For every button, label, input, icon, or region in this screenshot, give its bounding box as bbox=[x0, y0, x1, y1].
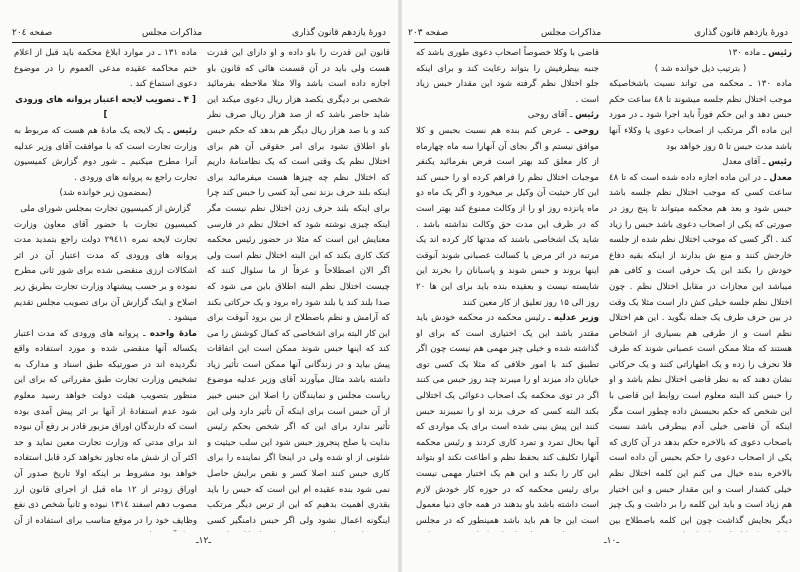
stage-direction bbox=[609, 62, 792, 78]
center-title: مذاکرات مجلس bbox=[141, 28, 203, 38]
paragraph bbox=[609, 171, 792, 532]
page-label: صفحه ۲۰۳ bbox=[408, 28, 449, 38]
speaker-name: معدل bbox=[769, 172, 792, 183]
paragraph-text: ـ ماده ۱۳۰ bbox=[728, 48, 769, 58]
page-header bbox=[408, 26, 788, 40]
speaker-name: رئیس bbox=[768, 48, 792, 58]
page-203 bbox=[402, 0, 800, 572]
paragraph-text: ـ آقای معدل bbox=[722, 157, 769, 168]
header-divider bbox=[12, 42, 390, 43]
paragraph-text: ـ رئیس محکمه در محکمه خودش باید مقتدر باشد این یک اختیاری است که برای او گذاشته شده و خیلی چیز مهمی هم نیست چون اگر تطبیق کند با امور خلافی که مثلا یک کسی توی خیابان داد میزند او را میبرند چند روز حبس می کنند اگر در توی محکمه یک اصحاب دعوائی یک اختلالی بکند البته کسی که حرف بزند او را نمیبرند حبس کنند این پیش بینی شده است برای یک مواردی که آنها بحال تمرد و تمرد کاری کردند و رئیس محکمه آنهارا تکلیف کند بحفظ نظم و اطاعت نکند او بتواند این کار را بکند و این هم یک اختیار مهمی نیست برای رئیس محکمه که در حوزه کار خودش لازم است داشته باشد باو بدهند در همه جای دنیا معمول است این جا هم باید باشد همینطور که در مجلس bbox=[416, 313, 599, 526]
paragraph-text: کمیسیون تجارت با حضور آقای معاون وزارت تجارت لایحه نمره ۲۹٤۱۱ دولت راجع بتمدید مدت پروانه های ورودی که مدت اعتبار آن در اثر اشکالات ارزی منقضی شده برای شور ثانی مطرح نموده و بر حسب پیشنهاد وزارت تجارت بطریق زیر اصلاح و اینک گزارش آن برای تصویب مجلس تقدیم میشود . bbox=[14, 219, 197, 324]
center-title: مذاکرات مجلس bbox=[540, 28, 602, 38]
stage-direction bbox=[14, 202, 197, 218]
paragraph-text: ماده ۱۳۱ ـ در موارد ابلاغ محکمه باید قبل از اعلام ختم محاکمه عقیده مدعی العموم را در موضوع دعوی استماع کند . bbox=[14, 48, 197, 90]
paragraph-text: ـ عرض کنم بنده هم نسبت بحبس و کلا موافق نیستم و اگر بجای آن آنهارا سه ماه چهارماه از کار معلق کند بهتر است فرض بفرمائید یکنفر موجبات اختلال نظم را فراهم کرده او را حبس کند این کار حیثیت آن وکیل بر میخورد و اگر یک ماه دو ماه پانزده روز او را از وکالت ممنوع کند بهتر است که در ظرف این مدت حق وکالت نداشته باشد . شاید یک اشخاصی باشند که مدتها کار کرده اند یک مرتبه در اثر مرض یا کسالت عصبانی شوند آنوقت اینها بروند و حبس شوند و پاسبانان را بخرند این شایسته نیست و بعقیده بنده باید برای این ها ۲۰ روز الی ۱۵ روز تعلیق از کار معین کنند bbox=[416, 125, 599, 308]
text-column-right bbox=[207, 46, 390, 532]
paragraph bbox=[14, 327, 197, 532]
speaker-name: رئیس bbox=[575, 110, 599, 121]
header-divider bbox=[414, 42, 792, 43]
text-columns bbox=[416, 46, 792, 532]
speaker-name: مادهٔ واحده bbox=[149, 328, 197, 339]
paragraph-text: قانون این قدرت را باو داده و او دارای این قدرت هست ولی باید در آن قسمت هائی که قانون باو اجازه داده است باشد والا مثلا ملاحظه بفرمائید شخصی بر دیگری یکصد هزار ریال دعوی میکند این شاید حاضر باشد که از صد هزار ریال صرف نظر کند و با صد هزار ریال دیگر هم بدهد که حکم حبس باو اطلاق نشود برای امر حقوقی آن هم برای اختلال نظم یک وقتی است که یک نظامنامهٔ داریم که اختلال نظم چه چیزها هست میفرمائید برای اینکه بلند حرف بزند نمی آید کسی را حبس کند چرا برای اینکه بلند حرف زدن اختلال نظم نیست مگر اینکه چیزی نوشته شود که اختلال نظم در فارسی معنایش این است که مثلا در حضور رئیس محکمه کتک کاری بکند که این البته اختلال نظم است ولی اگر الان اصطلاحاً و عرفاً از ما سئوال کنند که چیست اختلال نظم البته اطلاق باین می شود که صدا بلند کند یا بلند شود راه برود و یک حرکاتی بکند که آرامش و نظم باصطلاح از بین برود آنوقت برای این کار البته برای اشخاصی که کمال کوشش را می کند که اینها حبس شوند ممکن است این اتفاقات پیش بیاید و در زندگانی آنها ممکن است تأثیر زیاد داشته باشد مثال میآورند آقای وزیر عدلیه موضوع ریاست مجلس و نمایندگان را اصلا این حبس خبیر از آن حبس است برای اینکه آن تأثیر دارد ولی این تأثیر ندارد برای این که اگر شخص بحکم رئیس بدایت یا صلح پنجروز حبس شود این سلب حیثیت و شئونی از او شده ولی در اینجا اگر نماینده را برای کاری حبس کنند اصلا کسر و نقص برایش حاصل نمی شود بنده عقیده ام این است که حبس را باید بقدری اهمیت بدهیم که این از ترس دیگر مرتکب اینگونه اعمال نشود ولی اگر حبس دامنگیر کسی bbox=[207, 48, 390, 526]
page-label: صفحه ۲۰٤ bbox=[12, 28, 53, 38]
speaker-name: رئیس bbox=[173, 125, 197, 136]
paragraph bbox=[207, 46, 390, 532]
page-footer-number: ـ۱۰ـ bbox=[604, 536, 619, 546]
period-title: دورهٔ یازدهم قانون گذاری bbox=[291, 28, 386, 38]
section-heading bbox=[14, 93, 197, 124]
paragraph-text: ـ آقای روحی bbox=[527, 110, 576, 121]
paragraph-text: [ ۴ ـ تصویب لایحه اعتبار پروانه های ورودی ] bbox=[15, 94, 196, 121]
page-footer-number: ـ۱۲ـ bbox=[196, 536, 211, 546]
paragraph-text: ـ در این ماده اجازه داده شده است که تا ٤۸ ساعت کسی که موجب اختلال نظم جلسه باشد حبس شود و بعد هم محکمه میتواند تا پنج روز در صورتی که یکی از اصحاب دعوی باشد حبس را زیاد کند . اگر کسی که موجب اختلال نظم شده از جلسه خارجش کنند و منع ش بدارند از اینکه بقیه دفاع خودش را بکند این یک حرفی است و کافی هم میباشد این مجازات در مقابل اختلال نظم . چون اختلال نظم جلسه خیلی کش دار است مثلا یک وقت در بین حرف طرف یک جمله بگوید . این هم اختلال نظم است و از طرفی هم بسیاری از اشخاص هستند که مثلا ممکن است عصبانی شوند که طرف فلا نحرف را زده و یک اظهاراتی کنند و یک حرکاتی نشان دهند که به نظر قاضی اختلال نظم باشد و او را حبس کند البته معلوم است روابط این قاضی با این شخص که حکم بحبسش داده چطور است مگر اینکه آن قاضی خیلی آدم بیطرفی باشد نسبت باصحاب دعوی که بالاخره حکم بدهد در آن کاری که یکی از اصحاب دعوی را حکم بحبس آن داده است بالاخره بنده خیال می کنم این کلمه اختلال نظم خیلی کشدار است و این مقدار حبس و این اختیار هم زیاد است و باید این کلمه را بر داشت و یک چیز دیگر بجایش گذاشت چون این کلمه باصطلاح بین bbox=[609, 172, 792, 526]
stage-direction bbox=[14, 186, 197, 202]
paragraph bbox=[416, 46, 599, 108]
text-column-left bbox=[14, 46, 197, 532]
paragraph-text: قاضی با وکلا خصوصاً اصحاب دعوی طوری باشد که جنبه بیطرفیش را بتواند رعایت کند و برای اینکه جلو اختلال نظم گرفته شود این مقدار حبس زیاد است . bbox=[416, 48, 599, 105]
paragraph-text: ـ یک لایحه یک مادهٔ هم هست که مربوط به وزارت تجارت است که با موافقت آقای وزیر عدلیه آنرا مطرح میکنیم ـ شور دوم گزارش کمیسیون تجارت راجع به پروانه های ورودی . bbox=[14, 125, 197, 183]
paragraph-text: ماده ۱۳۰ ـ محکمه می تواند نسبت باشخاصیکه موجب اختلال نظم جلسه میشوند تا ٤۸ ساعت حکم حبس دهد و این حکم فوراً باید اجرا شود ـ در مورد این ماده اگر مرتکب از اصحاب دعوی یا وکلاء آنها باشد مدت حبس تا ۵ روز خواهد بود bbox=[609, 79, 792, 152]
paragraph-text: گزارش از کمیسیون تجارت بمجلس شورای ملی bbox=[20, 203, 191, 214]
paragraph bbox=[14, 124, 197, 186]
paragraph-text: (بمضمون زیر خوانده شد) bbox=[59, 188, 152, 199]
paragraph bbox=[416, 311, 599, 532]
speaker-name: رئیس bbox=[768, 157, 792, 168]
page-204 bbox=[0, 0, 398, 572]
paragraph bbox=[609, 46, 792, 62]
paragraph bbox=[609, 77, 792, 155]
paragraph bbox=[14, 46, 197, 93]
text-column-right bbox=[609, 46, 792, 532]
speaker-name: روحی bbox=[573, 125, 599, 136]
paragraph-text: ـ پروانه های ورودی که مدت اعتبار یکساله آنها منقضی شده و مورد استفاده واقع نگردیده اند در صورتیکه طبق اسناد و مدارک به تشخیص وزارت تجارت طبق مقرراتی که برای این منظور بتصویب هیئت دولت خواهد رسید معلوم شود عدم استفادهٔ از آنها بر اثر پیش آمدی بوده است که دارندگان اوراق مزبور قادر بر رفع آن نبوده اند برای مدتی که وزارت تجارت معین نماید و حد اکثر آن از شش ماه تجاوز نخواهد کرد قابل استفاده خواهد بود مشروط بر اینکه اولا تاریخ صدور آن اوراق زودتر از ۱۲ ماه قبل از اجرای قانون ارز مصوب دهم اسفند ۱۳۱٤ نبوده و ثانیاً شخص ذی نفع وظایف خود را در موقع مناسب برای استفاده از آن bbox=[14, 328, 197, 526]
paragraph bbox=[416, 108, 599, 124]
text-column-left bbox=[416, 46, 599, 532]
paragraph bbox=[609, 155, 792, 171]
paragraph bbox=[416, 124, 599, 311]
speaker-name: وزیر عدلیه bbox=[553, 313, 599, 324]
period-title: دورهٔ یازدهم قانون گذاری bbox=[693, 28, 788, 38]
text-columns bbox=[14, 46, 390, 532]
paragraph-text: ( بترتیب ذیل خوانده شد ) bbox=[654, 63, 747, 74]
page-header bbox=[12, 26, 386, 40]
paragraph bbox=[14, 218, 197, 327]
